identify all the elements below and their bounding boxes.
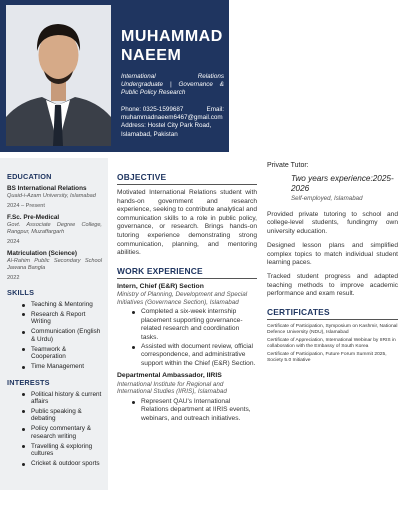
left-sidebar <box>0 158 108 490</box>
skills-title: SKILLS <box>7 288 35 297</box>
tutor-paragraph: Tracked student progress and adapted teaching methods to improve academic performance and exam result. <box>267 273 398 298</box>
skills-list <box>7 301 102 371</box>
job-entry <box>117 372 257 423</box>
objective-text: Motivated International Relations student with hands-on government and research experience, seeking to contribute analytical and communication skills to a role in public policy, governance, or research. Brings hands-on tutoring experience demonstrating strong communication, planning, and mentoring abilities. <box>117 189 257 257</box>
header-banner <box>0 0 229 152</box>
interest-item: Policy commentary & research writing <box>15 425 102 440</box>
skill-item: Research & Report Writing <box>15 311 102 326</box>
main-column <box>117 172 257 424</box>
certificate-item: Certificate of Appreciation, International Webinar by IIRIS in collaboration with the Embassy of South Korea <box>267 337 396 349</box>
skill-item: Time Management <box>15 363 102 371</box>
header-info <box>121 27 224 139</box>
interest-item: Cricket & outdoor sports <box>15 460 102 468</box>
address: Address: Hostel City Park Road, Islamabad, Pakistan <box>121 122 212 138</box>
profile-photo <box>6 5 111 146</box>
contact-block <box>121 106 224 139</box>
education-institution: Quaid-i-Azam University, Islamabad <box>7 193 96 199</box>
education-title: EDUCATION <box>7 172 52 181</box>
job-bullet: Completed a six-week internship placement supporting governance-related research and coordination tasks. <box>125 308 257 342</box>
education-date: 2024 <box>7 239 20 245</box>
education-date: 2024 – Present <box>7 203 45 209</box>
right-column <box>267 162 398 366</box>
education-degree: BS International Relations <box>7 185 87 192</box>
tutor-paragraph: Provided private tutoring to school and college-level students, fundingmy own university education. <box>267 211 398 235</box>
education-item <box>7 214 102 246</box>
job-organization: International Institute for Regional and International Studies (IIRIS), Islamabad <box>117 380 227 396</box>
phone: Phone: 0325-1599687 <box>121 106 184 113</box>
tutor-paragraph: Designed lesson plans and simplified complex topics to match individual student learning paces. <box>267 242 398 267</box>
job-organization: Ministry of Planning, Development and Special Initiatives (Governance Section), Islamabad <box>117 291 248 306</box>
education-institution: Govt. Associate Degree College, Rangpur, Muzaffargarh <box>7 222 102 235</box>
tutor-employment: Self-employed, Islamabad <box>291 195 363 202</box>
skill-item: Communication (English & Urdu) <box>15 328 102 343</box>
education-item <box>7 250 102 282</box>
skill-item: Teaching & Mentoring <box>15 301 102 309</box>
education-degree: F.Sc. Pre-Medical <box>7 214 60 221</box>
education-institution: Al-Rahim Public Secondary School Jawana Bangla <box>7 258 102 271</box>
interest-item: Political history & current affairs <box>15 391 102 406</box>
tutor-heading: Private Tutor: <box>267 162 309 169</box>
job-bullets <box>117 398 257 423</box>
job-bullets <box>117 308 257 368</box>
email-label: Email: <box>206 106 224 113</box>
certificate-item: Certificate of Participation, Symposium on Kashmir, National Defence University (NDU), Islamabad <box>267 323 398 335</box>
first-name: MUHAMMAD <box>121 28 223 45</box>
tutor-role: Two years experience:2025-2026 <box>291 174 394 193</box>
certificates-title: CERTIFICATES <box>267 307 398 320</box>
interest-item: Public speaking & debating <box>15 408 102 423</box>
education-item <box>7 185 102 210</box>
interest-item: Travelling & exploring cultures <box>15 443 102 458</box>
certificate-item: Certificate of Participation, Future Forum Summit 2025, Society 5.0 Initiative <box>267 352 387 364</box>
objective-title: OBJECTIVE <box>117 172 257 185</box>
job-bullet: Assisted with document review, official correspondence, and administrative support within the Chief (E&R) Section. <box>125 343 257 368</box>
certificates-list <box>267 324 398 365</box>
last-name: NAEEM <box>121 47 182 64</box>
interests-list <box>7 391 102 468</box>
job-entry <box>117 283 257 369</box>
job-title: Departmental Ambassador, IIRIS <box>117 372 222 380</box>
education-date: 2022 <box>7 275 20 281</box>
education-degree: Matriculation (Science) <box>7 250 77 257</box>
job-title: Intern, Chief (E&R) Section <box>117 282 204 290</box>
skill-item: Teamwork & Cooperation <box>15 346 102 361</box>
email[interactable]: muhammadnaeem6467@gmail.com <box>121 114 223 122</box>
interests-title: INTERESTS <box>7 377 50 387</box>
work-experience-title: WORK EXPERIENCE <box>117 266 257 279</box>
tagline: International Relations Undergraduate | Governance & Public Policy Research <box>121 73 224 96</box>
job-bullet: Represent QAU's International Relations department at IIRIS events, webinars, and outreach initiatives. <box>125 398 257 423</box>
